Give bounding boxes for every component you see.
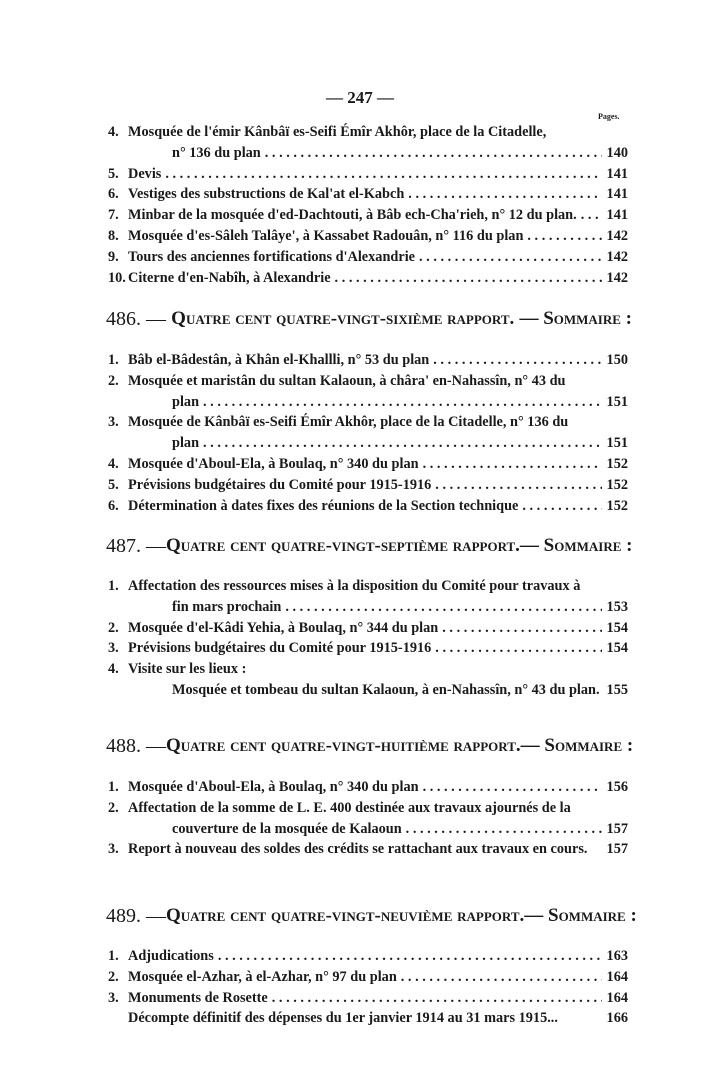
toc-entry (108, 798, 628, 819)
toc-entry (108, 946, 628, 967)
entry-number: 1. (108, 352, 119, 368)
section-488-entries (108, 777, 628, 860)
dot-leader (581, 205, 602, 226)
entry-title: Monuments de Rosette (128, 989, 268, 1006)
toc-entry (108, 659, 628, 680)
dot-leader (435, 475, 602, 496)
entry-title: Bâb el-Bâdestân, à Khân el-Khallli, n° 53 du plan (128, 352, 430, 368)
toc-entry-continuation (108, 819, 628, 840)
indent (128, 819, 172, 840)
section-number: 486. — (106, 308, 166, 330)
indent (128, 433, 172, 454)
page-reference: 142 (606, 269, 628, 286)
entry-title: Vestiges des substructions de Kal'at el-Kabch (128, 186, 405, 203)
entry-title: Décompte définitif des dépenses du 1er janvier 1914 au 31 mars 1915... (128, 1010, 558, 1027)
dot-leader (433, 350, 602, 371)
entry-title: Minbar de la mosquée d'ed-Dachtouti, à Bâb ech-Cha'rieh, n° 12 du plan. (128, 207, 577, 224)
toc-entry-continuation (108, 143, 628, 164)
section-summary-label: — Sommaire : (519, 535, 633, 556)
toc-entry-continuation (108, 433, 628, 454)
entry-number: 2. (108, 799, 119, 816)
dot-leader (285, 597, 602, 618)
section-header-488 (106, 735, 632, 758)
page-reference: 152 (606, 476, 628, 493)
pages-column-label: Pages. (598, 112, 620, 121)
page-reference: 166 (606, 1010, 628, 1027)
page-reference: 142 (606, 227, 628, 244)
entry-number: 6. (108, 186, 119, 203)
toc-entry (108, 1008, 628, 1029)
toc-entry (108, 247, 628, 268)
dot-leader (423, 454, 602, 475)
section-header-487 (106, 535, 632, 558)
entry-title: Mosquée d'Aboul-Ela, à Boulaq, n° 340 du plan (128, 455, 419, 472)
toc-entry (108, 839, 628, 860)
indent (128, 143, 172, 164)
toc-entry (108, 475, 628, 496)
indent (108, 680, 128, 701)
entry-number: 1. (108, 948, 119, 964)
page-reference: 155 (606, 681, 628, 698)
entry-number: 3. (108, 414, 119, 431)
toc-entry (108, 412, 628, 433)
page-reference: 164 (606, 989, 628, 1006)
entry-title: Mosquée et maristân du sultan Kalaoun, à châra' en-Nahassîn, n° 43 du (128, 372, 566, 389)
entry-number: 3. (108, 640, 119, 657)
section-title: Quatre cent quatre-vingt-sixième rapport. (171, 308, 515, 329)
page-reference: 142 (606, 248, 628, 265)
dot-leader (401, 967, 602, 988)
entry-title: Mosquée de Kânbâï es-Seifi Émîr Akhôr, place de la Citadelle, n° 136 du (128, 414, 569, 431)
dot-leader (558, 1008, 606, 1029)
toc-entry (108, 454, 628, 475)
toc-entry (108, 576, 628, 597)
entry-title: Affectation des ressources mises à la disposition du Comité pour travaux à (128, 578, 581, 594)
page-reference: 156 (606, 779, 628, 795)
indent (108, 143, 128, 164)
entry-title: Report à nouveau des soldes des crédits se rattachant aux travaux en cours. (128, 841, 588, 858)
section-number: 487. — (106, 535, 166, 557)
toc-entry (108, 988, 628, 1009)
entry-number: 5. (108, 476, 119, 493)
section-header-486 (106, 308, 632, 331)
entry-title: Tours des anciennes fortifications d'Alexandrie (128, 248, 416, 265)
section-title: Quatre cent quatre-vingt-septième rapport. (166, 535, 520, 556)
entry-title: Mosquée d'el-Kâdi Yehia, à Boulaq, n° 344 du plan (128, 619, 439, 636)
dot-leader (335, 268, 602, 289)
entry-number: 1. (108, 578, 119, 594)
toc-entry (108, 184, 628, 205)
dot-leader (203, 392, 602, 413)
page-reference: 140 (606, 144, 628, 161)
toc-entry (108, 350, 628, 371)
page-reference: 150 (606, 352, 628, 368)
entry-number (108, 1008, 128, 1029)
entry-number: 7. (108, 207, 119, 224)
dot-leader (423, 777, 602, 798)
section-489-entries (108, 946, 628, 1029)
entry-title-continued: n° 136 du plan (172, 144, 261, 161)
dot-leader (522, 496, 602, 517)
entry-number: 2. (108, 968, 119, 985)
entry-number: 4. (108, 661, 119, 678)
entry-title-continued: plan (172, 435, 200, 452)
section-title: Quatre cent quatre-vingt-huitième rapport. (166, 735, 521, 756)
toc-entry-continuation (108, 680, 628, 701)
page-reference: 141 (606, 186, 628, 203)
entry-number: 4. (108, 455, 119, 472)
page-reference: 154 (606, 640, 628, 657)
entry-title: Citerne d'en-Nabîh, à Alexandrie (128, 269, 331, 286)
entry-number: 4. (108, 124, 119, 140)
entry-title: Détermination à dates fixes des réunions de la Section technique (128, 497, 519, 514)
page-reference: 164 (606, 968, 628, 985)
entry-title-continued: fin mars prochain (172, 598, 282, 615)
entry-number: 9. (108, 248, 119, 265)
dot-leader (527, 226, 602, 247)
entry-number: 1. (108, 779, 119, 795)
page-reference: 152 (606, 497, 628, 514)
page-reference: 141 (606, 207, 628, 224)
toc-entry (108, 226, 628, 247)
indent (128, 680, 172, 701)
dot-leader (406, 819, 602, 840)
dot-leader (408, 184, 602, 205)
entry-title: Affectation de la somme de L. E. 400 destinée aux travaux ajournés de la (128, 799, 571, 816)
entry-title: Mosquée de l'émir Kânbâï es-Seifi Émîr Akhôr, place de la Citadelle, (128, 124, 547, 140)
page-reference: 154 (606, 619, 628, 636)
continued-entries (108, 122, 628, 288)
toc-entry (108, 268, 628, 289)
section-header-489 (106, 905, 637, 928)
section-summary-label: — Sommaire : (524, 905, 637, 926)
entry-title: Mosquée d'Aboul-Ela, à Boulaq, n° 340 du plan (128, 779, 419, 795)
page-reference: 157 (606, 841, 628, 858)
section-number: 488. — (106, 735, 166, 757)
toc-entry (108, 371, 628, 392)
entry-title: Prévisions budgétaires du Comité pour 1915-1916 (128, 476, 432, 493)
page-reference: 152 (606, 455, 628, 472)
indent (108, 819, 128, 840)
entry-number: 5. (108, 165, 119, 182)
dot-leader (165, 164, 602, 185)
toc-entry (108, 164, 628, 185)
indent (108, 433, 128, 454)
dot-leader (265, 143, 602, 164)
entry-number: 2. (108, 372, 119, 389)
toc-entry (108, 777, 628, 798)
page-reference: 157 (606, 820, 628, 837)
entry-number: 3. (108, 841, 119, 858)
dot-leader (272, 988, 602, 1009)
section-487-entries (108, 576, 628, 701)
indent (108, 597, 128, 618)
entry-number: 8. (108, 227, 119, 244)
entry-title: Prévisions budgétaires du Comité pour 1915-1916 (128, 640, 432, 657)
entry-title-continued: couverture de la mosquée de Kalaoun (172, 820, 402, 837)
toc-entry (108, 638, 628, 659)
page-reference: 153 (606, 598, 628, 615)
entry-title: Adjudications (128, 948, 214, 964)
dot-leader (419, 247, 602, 268)
dot-leader (587, 839, 606, 860)
section-summary-label: — Sommaire : (520, 735, 634, 756)
dot-leader (442, 618, 602, 639)
entry-title: Mosquée d'es-Sâleh Talâye', à Kassabet Radouân, n° 116 du plan (128, 227, 524, 244)
page-reference: 141 (606, 165, 628, 182)
entry-title: Visite sur les lieux : (128, 661, 247, 678)
entry-number: 10. (108, 269, 126, 286)
indent (128, 392, 172, 413)
toc-entry (108, 496, 628, 517)
section-number: 489. — (106, 905, 166, 927)
page-reference: 163 (606, 948, 628, 964)
toc-entry (108, 205, 628, 226)
entry-title-continued: Mosquée et tombeau du sultan Kalaoun, à en-Nahassîn, n° 43 du plan. (172, 681, 600, 698)
page-number: — 247 — (326, 88, 394, 107)
entry-number: 2. (108, 619, 119, 636)
toc-entry (108, 967, 628, 988)
toc-entry (108, 122, 628, 143)
page-reference: 151 (606, 393, 628, 410)
toc-entry (108, 618, 628, 639)
toc-entry-continuation (108, 392, 628, 413)
entry-title: Mosquée el-Azhar, à el-Azhar, n° 97 du plan (128, 968, 397, 985)
toc-entry-continuation (108, 597, 628, 618)
section-summary-label: — Sommaire : (519, 308, 632, 329)
entry-title-continued: plan (172, 393, 200, 410)
page-reference: 151 (606, 435, 628, 452)
indent (108, 392, 128, 413)
dot-leader (435, 638, 602, 659)
entry-number: 6. (108, 497, 119, 514)
entry-title: Devis (128, 165, 162, 182)
entry-number: 3. (108, 989, 119, 1006)
dot-leader (203, 433, 602, 454)
section-486-entries (108, 350, 628, 516)
indent (128, 597, 172, 618)
section-title: Quatre cent quatre-vingt-neuvième rapport. (166, 905, 525, 926)
dot-leader (218, 946, 602, 967)
